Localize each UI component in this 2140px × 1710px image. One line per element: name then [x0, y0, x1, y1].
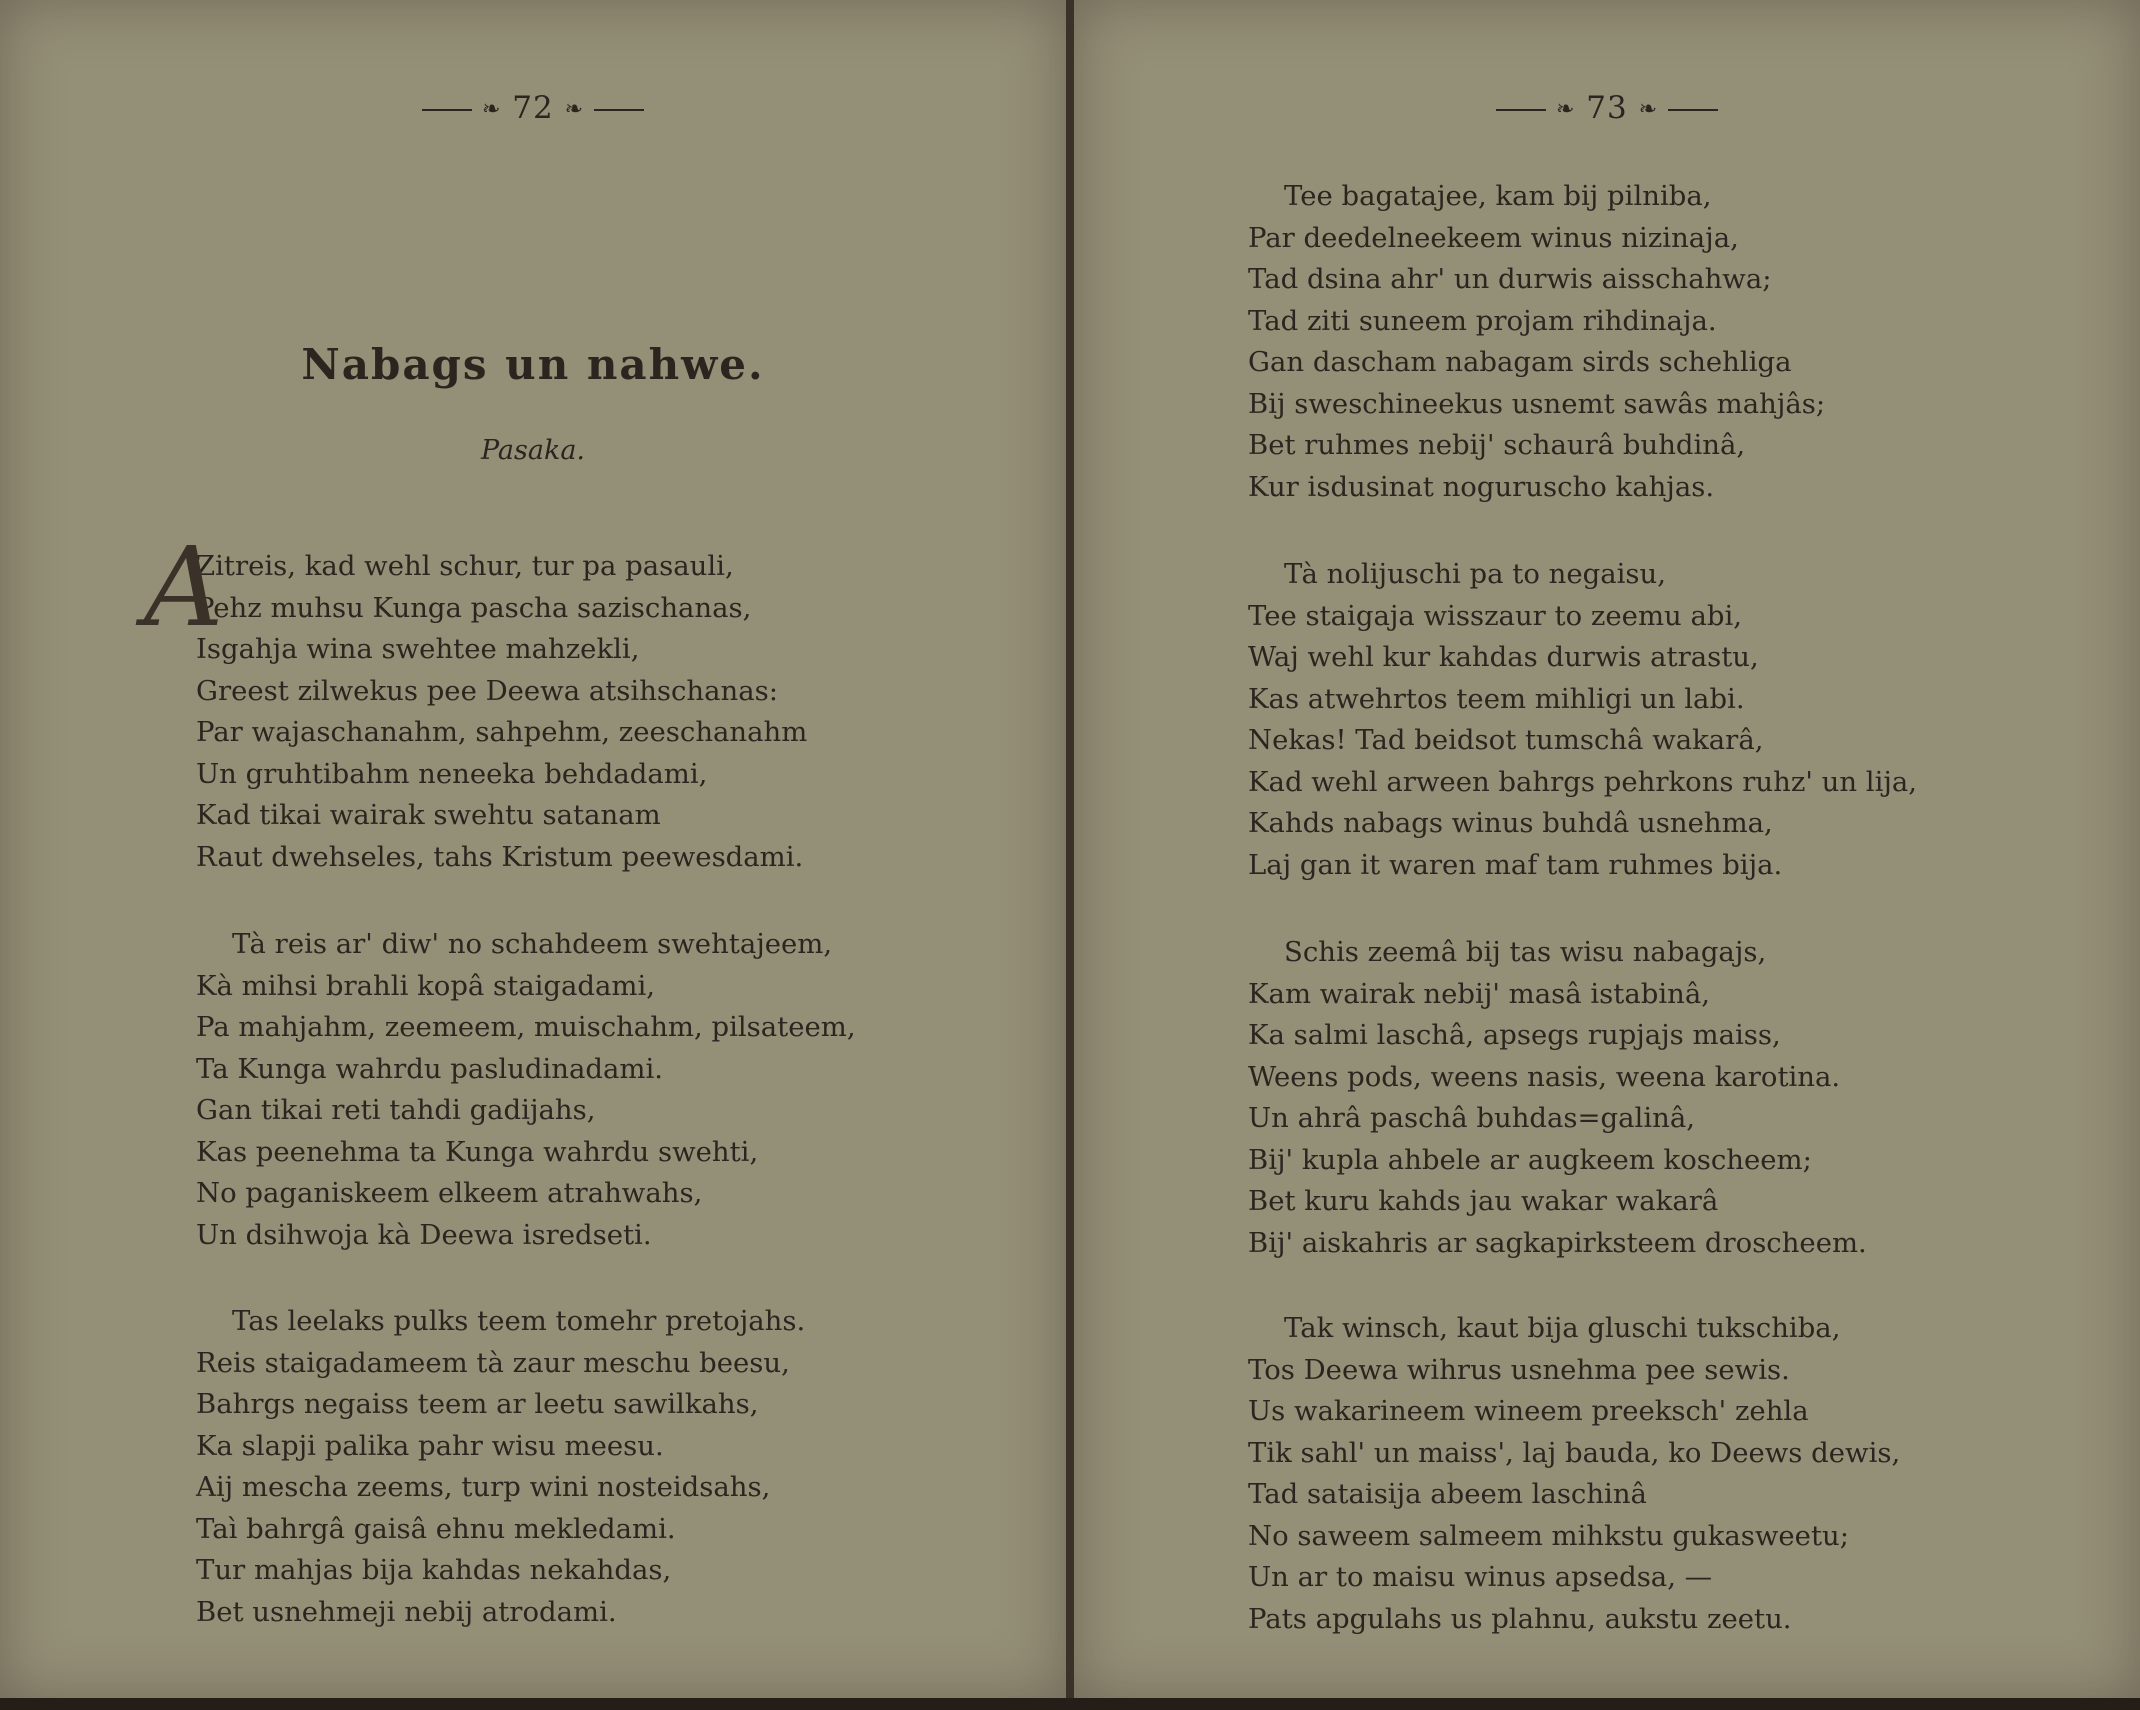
stanza: [196, 924, 856, 1256]
poem-title: Nabags un nahwe.: [301, 340, 765, 389]
book-gutter: [1066, 0, 1074, 1700]
verse-line: Par deedelneekeem winus nizinaja,: [1248, 221, 1739, 254]
verse-line: Kur isdusinat noguruscho kahjas.: [1248, 470, 1715, 503]
verse-line: Un ar to maisu winus apsedsa, —: [1248, 1561, 1713, 1593]
verse-line: Bahrgs negaiss teem ar leetu sawilkahs,: [196, 1388, 759, 1420]
verse-line: Raut dwehseles, tahs Kristum peewesdami.: [196, 840, 804, 873]
verse-line: Tad sataisija abeem laschinâ: [1248, 1478, 1647, 1510]
verse-line: Un dsihwoja kà Deewa isredseti.: [196, 1218, 652, 1251]
stanza: [196, 1301, 805, 1633]
right-page-number: ❧ 73 ❧: [1074, 90, 2140, 126]
verse-line: No paganiskeem elkeem atrahwahs,: [196, 1177, 703, 1209]
verse-line: Tee staigaja wisszaur to zeemu abi,: [1248, 599, 1743, 632]
verse-line: Kas atwehrtos teem mihligi un labi.: [1248, 682, 1745, 715]
verse-line: No saweem salmeem mihkstu gukasweetu;: [1248, 1519, 1849, 1552]
verse-line: Tee bagatajee, kam bij pilniba,: [1284, 180, 1712, 212]
verse-line: Bij' kupla ahbele ar augkeem koscheem;: [1248, 1143, 1812, 1176]
verse-line: Taì bahrgâ gaisâ ehnu mekledami.: [196, 1512, 676, 1545]
verse-line: Bet usnehmeji nebij atrodami.: [196, 1595, 617, 1628]
verse-line: Tas leelaks pulks teem tomehr pretojahs.: [232, 1305, 806, 1337]
verse-line: Schis zeemâ bij tas wisu nabagajs,: [1284, 936, 1767, 968]
verse-line: Ka slapji palika pahr wisu meesu.: [196, 1429, 664, 1462]
verse-line: Tad dsina ahr' un durwis aisschahwa;: [1248, 263, 1772, 295]
verse-line: Bet kuru kahds jau wakar wakarâ: [1248, 1185, 1719, 1217]
verse-line: Tà reis ar' diw' no schahdeem swehtajeem,: [232, 928, 833, 960]
verse-line: Bet ruhmes nebij' schaurâ buhdinâ,: [1248, 429, 1746, 461]
ornament-icon: ❧: [1638, 97, 1659, 122]
right-page: [1074, 0, 2140, 1700]
verse-line: Kà mihsi brahli kopâ staigadami,: [196, 969, 656, 1002]
verse-line: A Zitreis, kad wehl schur, tur pa pasauli,: [144, 523, 734, 651]
verse-line: Gan dascham nabagam sirds schehliga: [1248, 346, 1792, 378]
page-number-rule: [594, 109, 644, 111]
verse-line: Tur mahjas bija kahdas nekahdas,: [196, 1554, 672, 1586]
verse-line: Ka salmi laschâ, apsegs rupjajs maiss,: [1248, 1019, 1781, 1051]
verse-line: Waj wehl kur kahdas durwis atrastu,: [1248, 641, 1759, 673]
page-number-rule: [422, 109, 472, 111]
verse-line: Un ahrâ paschâ buhdas=galinâ,: [1248, 1102, 1695, 1134]
verse-line: Nekas! Tad beidsot tumschâ wakarâ,: [1248, 724, 1764, 756]
left-page: [0, 0, 1066, 1700]
verse-line: Laj gan it waren maf tam ruhmes bija.: [1248, 848, 1783, 881]
verse-line: Kas peenehma ta Kunga wahrdu swehti,: [196, 1135, 759, 1168]
verse-line: Kahds nabags winus buhdâ usnehma,: [1248, 807, 1773, 839]
stanza: [1248, 554, 1917, 886]
verse-line: Kad wehl arween bahrgs pehrkons ruhz' un lija,: [1248, 765, 1918, 798]
drop-cap: A: [144, 523, 224, 651]
verse-line: Bij sweschineekus usnemt sawâs mahjâs;: [1248, 387, 1826, 420]
ornament-icon: ❧: [1555, 97, 1576, 122]
poem-subtitle: Pasaka.: [480, 435, 586, 466]
ornament-icon: ❧: [564, 97, 585, 122]
verse-line: Tak winsch, kaut bija gluschi tukschiba,: [1284, 1312, 1841, 1344]
verse-line: Tad ziti suneem projam rihdinaja.: [1248, 304, 1717, 337]
verse-line: Un gruhtibahm neneeka behdadami,: [196, 757, 708, 790]
verse-line: Tik sahl' un maiss', laj bauda, ko Deews dewis,: [1248, 1436, 1901, 1469]
verse-line: Pats apgulahs us plahnu, aukstu zeetu.: [1248, 1602, 1792, 1635]
page-number-rule: [1668, 109, 1718, 111]
verse-line: Reis staigadameem tà zaur meschu beesu,: [196, 1346, 790, 1379]
verse-line: Isgahja wina swehtee mahzekli,: [196, 633, 640, 665]
verse-line: Tà nolijuschi pa to negaisu,: [1284, 558, 1666, 590]
verse-line: Par wajaschanahm, sahpehm, zeeschanahm: [196, 716, 808, 748]
stanza: [144, 523, 808, 878]
verse-line: Weens pods, weens nasis, weena karotina.: [1248, 1060, 1841, 1093]
verse-line: Kam wairak nebij' masâ istabinâ,: [1248, 977, 1710, 1010]
stanza: [1248, 932, 1867, 1264]
page-number-rule: [1496, 109, 1546, 111]
stanza: [1248, 1308, 1900, 1640]
book-bottom-edge: [0, 1698, 2140, 1710]
stanza: [1248, 176, 1825, 508]
verse-line: Pa mahjahm, zeemeem, muischahm, pilsateem,: [196, 1011, 856, 1043]
verse-line: Aij mescha zeems, turp wini nosteidsahs,: [196, 1471, 771, 1503]
verse-line: Kad tikai wairak swehtu satanam: [196, 799, 661, 831]
verse-line: Us wakarineem wineem preeksch' zehla: [1248, 1395, 1809, 1427]
verse-line: Bij' aiskahris ar sagkapirksteem droscheem.: [1248, 1226, 1867, 1259]
ornament-icon: ❧: [481, 97, 502, 122]
verse-line: Tos Deewa wihrus usnehma pee sewis.: [1248, 1353, 1790, 1386]
verse-line: Greest zilwekus pee Deewa atsihschanas:: [196, 674, 779, 707]
left-page-number: ❧ 72 ❧: [0, 90, 1066, 126]
verse-line: Ta Kunga wahrdu pasludinadami.: [196, 1052, 664, 1085]
verse-line: Gan tikai reti tahdi gadijahs,: [196, 1094, 596, 1126]
verse-line: Pehz muhsu Kunga pascha sazischanas,: [196, 591, 752, 624]
